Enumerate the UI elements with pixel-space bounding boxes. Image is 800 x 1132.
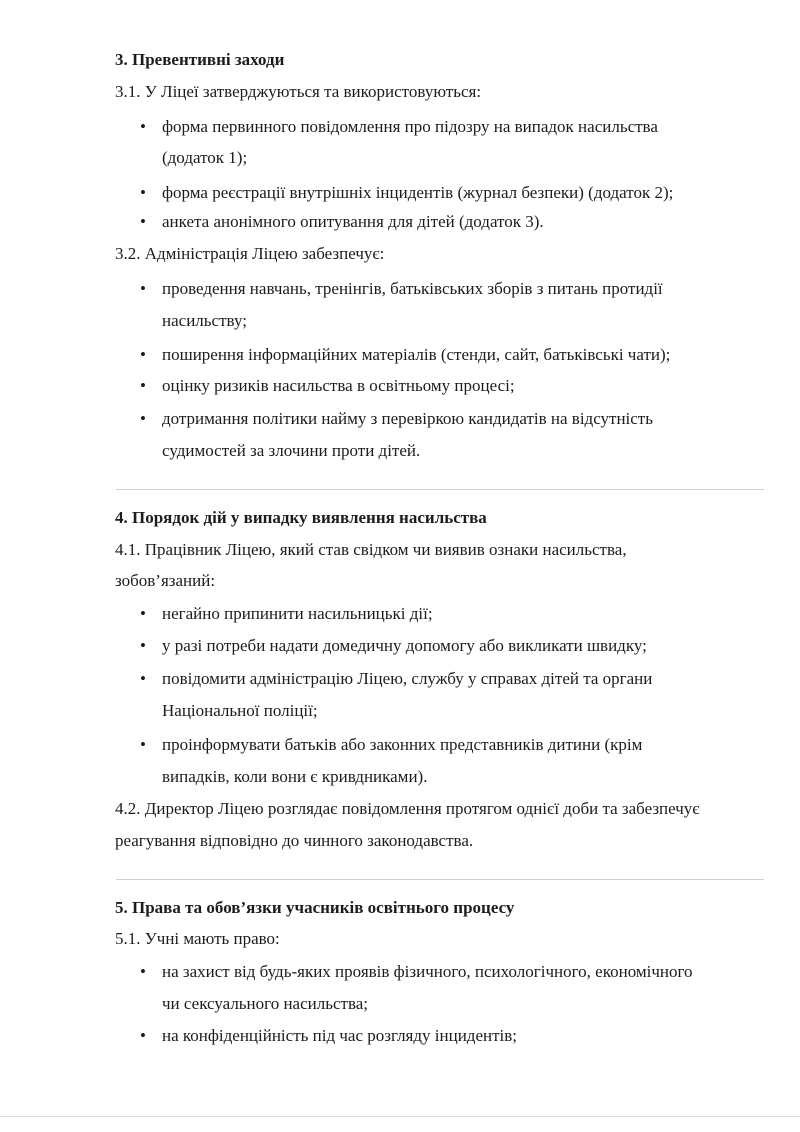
bullet-marker: • [140,1026,146,1045]
bullet-3-2-3: оцінку ризиків насильства в освітньому процесі; [162,376,515,395]
bullet-marker: • [140,212,146,231]
clause-4-1-line-2: зобов’язаний: [115,571,216,590]
bullet-3-2-2: поширення інформаційних матеріалів (стенди, сайт, батьківські чати); [162,345,671,364]
bullet-marker: • [140,117,146,136]
bullet-marker: • [140,636,146,655]
bullet-4-1-4-line-2: випадків, коли вони є кривдниками). [162,767,428,786]
page-bottom-edge [0,1116,800,1117]
bullet-marker: • [140,604,146,623]
bullet-3-2-4-line-2: судимостей за злочини проти дітей. [162,441,421,460]
bullet-marker: • [140,962,146,981]
bullet-marker: • [140,409,146,428]
bullet-3-2-1-line-1: проведення навчань, тренінгів, батьківських зборів з питань протидії [162,279,663,298]
bullet-3-1-1-line-1: форма первинного повідомлення про підозру на випадок насильства [162,117,658,136]
section-divider [116,489,764,490]
clause-4-2-line-1: 4.2. Директор Ліцею розглядає повідомлення протягом однієї доби та забезпечує [115,799,700,818]
clause-4-2-line-2: реагування відповідно до чинного законодавства. [115,831,474,850]
bullet-3-1-3: анкета анонімного опитування для дітей (додаток 3). [162,212,544,231]
bullet-3-1-2: форма реєстрації внутрішніх інцидентів (журнал безпеки) (додаток 2); [162,183,674,202]
bullet-4-1-3-line-2: Національної поліції; [162,701,318,720]
bullet-5-1-2: на конфіденційність під час розгляду інцидентів; [162,1026,517,1045]
bullet-marker: • [140,345,146,364]
section-5-title: 5. Права та обов’язки учасників освітнього процесу [115,898,515,917]
bullet-3-1-1-line-2: (додаток 1); [162,148,248,167]
bullet-marker: • [140,735,146,754]
section-4-title: 4. Порядок дій у випадку виявлення насильства [115,508,487,527]
bullet-marker: • [140,183,146,202]
bullet-3-2-1-line-2: насильству; [162,311,247,330]
bullet-4-1-2: у разі потреби надати домедичну допомогу або викликати швидку; [162,636,647,655]
bullet-marker: • [140,376,146,395]
section-divider [116,879,764,880]
clause-4-1-line-1: 4.1. Працівник Ліцею, який став свідком чи виявив ознаки насильства, [115,540,627,559]
clause-3-2: 3.2. Адміністрація Ліцею забезпечує: [115,244,385,263]
section-3-title: 3. Превентивні заходи [115,50,285,69]
bullet-marker: • [140,279,146,298]
bullet-5-1-1-line-1: на захист від будь-яких проявів фізичного, психологічного, економічного [162,962,693,981]
clause-5-1: 5.1. Учні мають право: [115,929,280,948]
bullet-4-1-4-line-1: проінформувати батьків або законних представників дитини (крім [162,735,643,754]
bullet-4-1-3-line-1: повідомити адміністрацію Ліцею, службу у справах дітей та органи [162,669,653,688]
bullet-4-1-1: негайно припинити насильницькі дії; [162,604,433,623]
bullet-3-2-4-line-1: дотримання політики найму з перевіркою кандидатів на відсутність [162,409,653,428]
bullet-marker: • [140,669,146,688]
clause-3-1: 3.1. У Ліцеї затверджуються та використовуються: [115,82,482,101]
bullet-5-1-1-line-2: чи сексуального насильства; [162,994,369,1013]
